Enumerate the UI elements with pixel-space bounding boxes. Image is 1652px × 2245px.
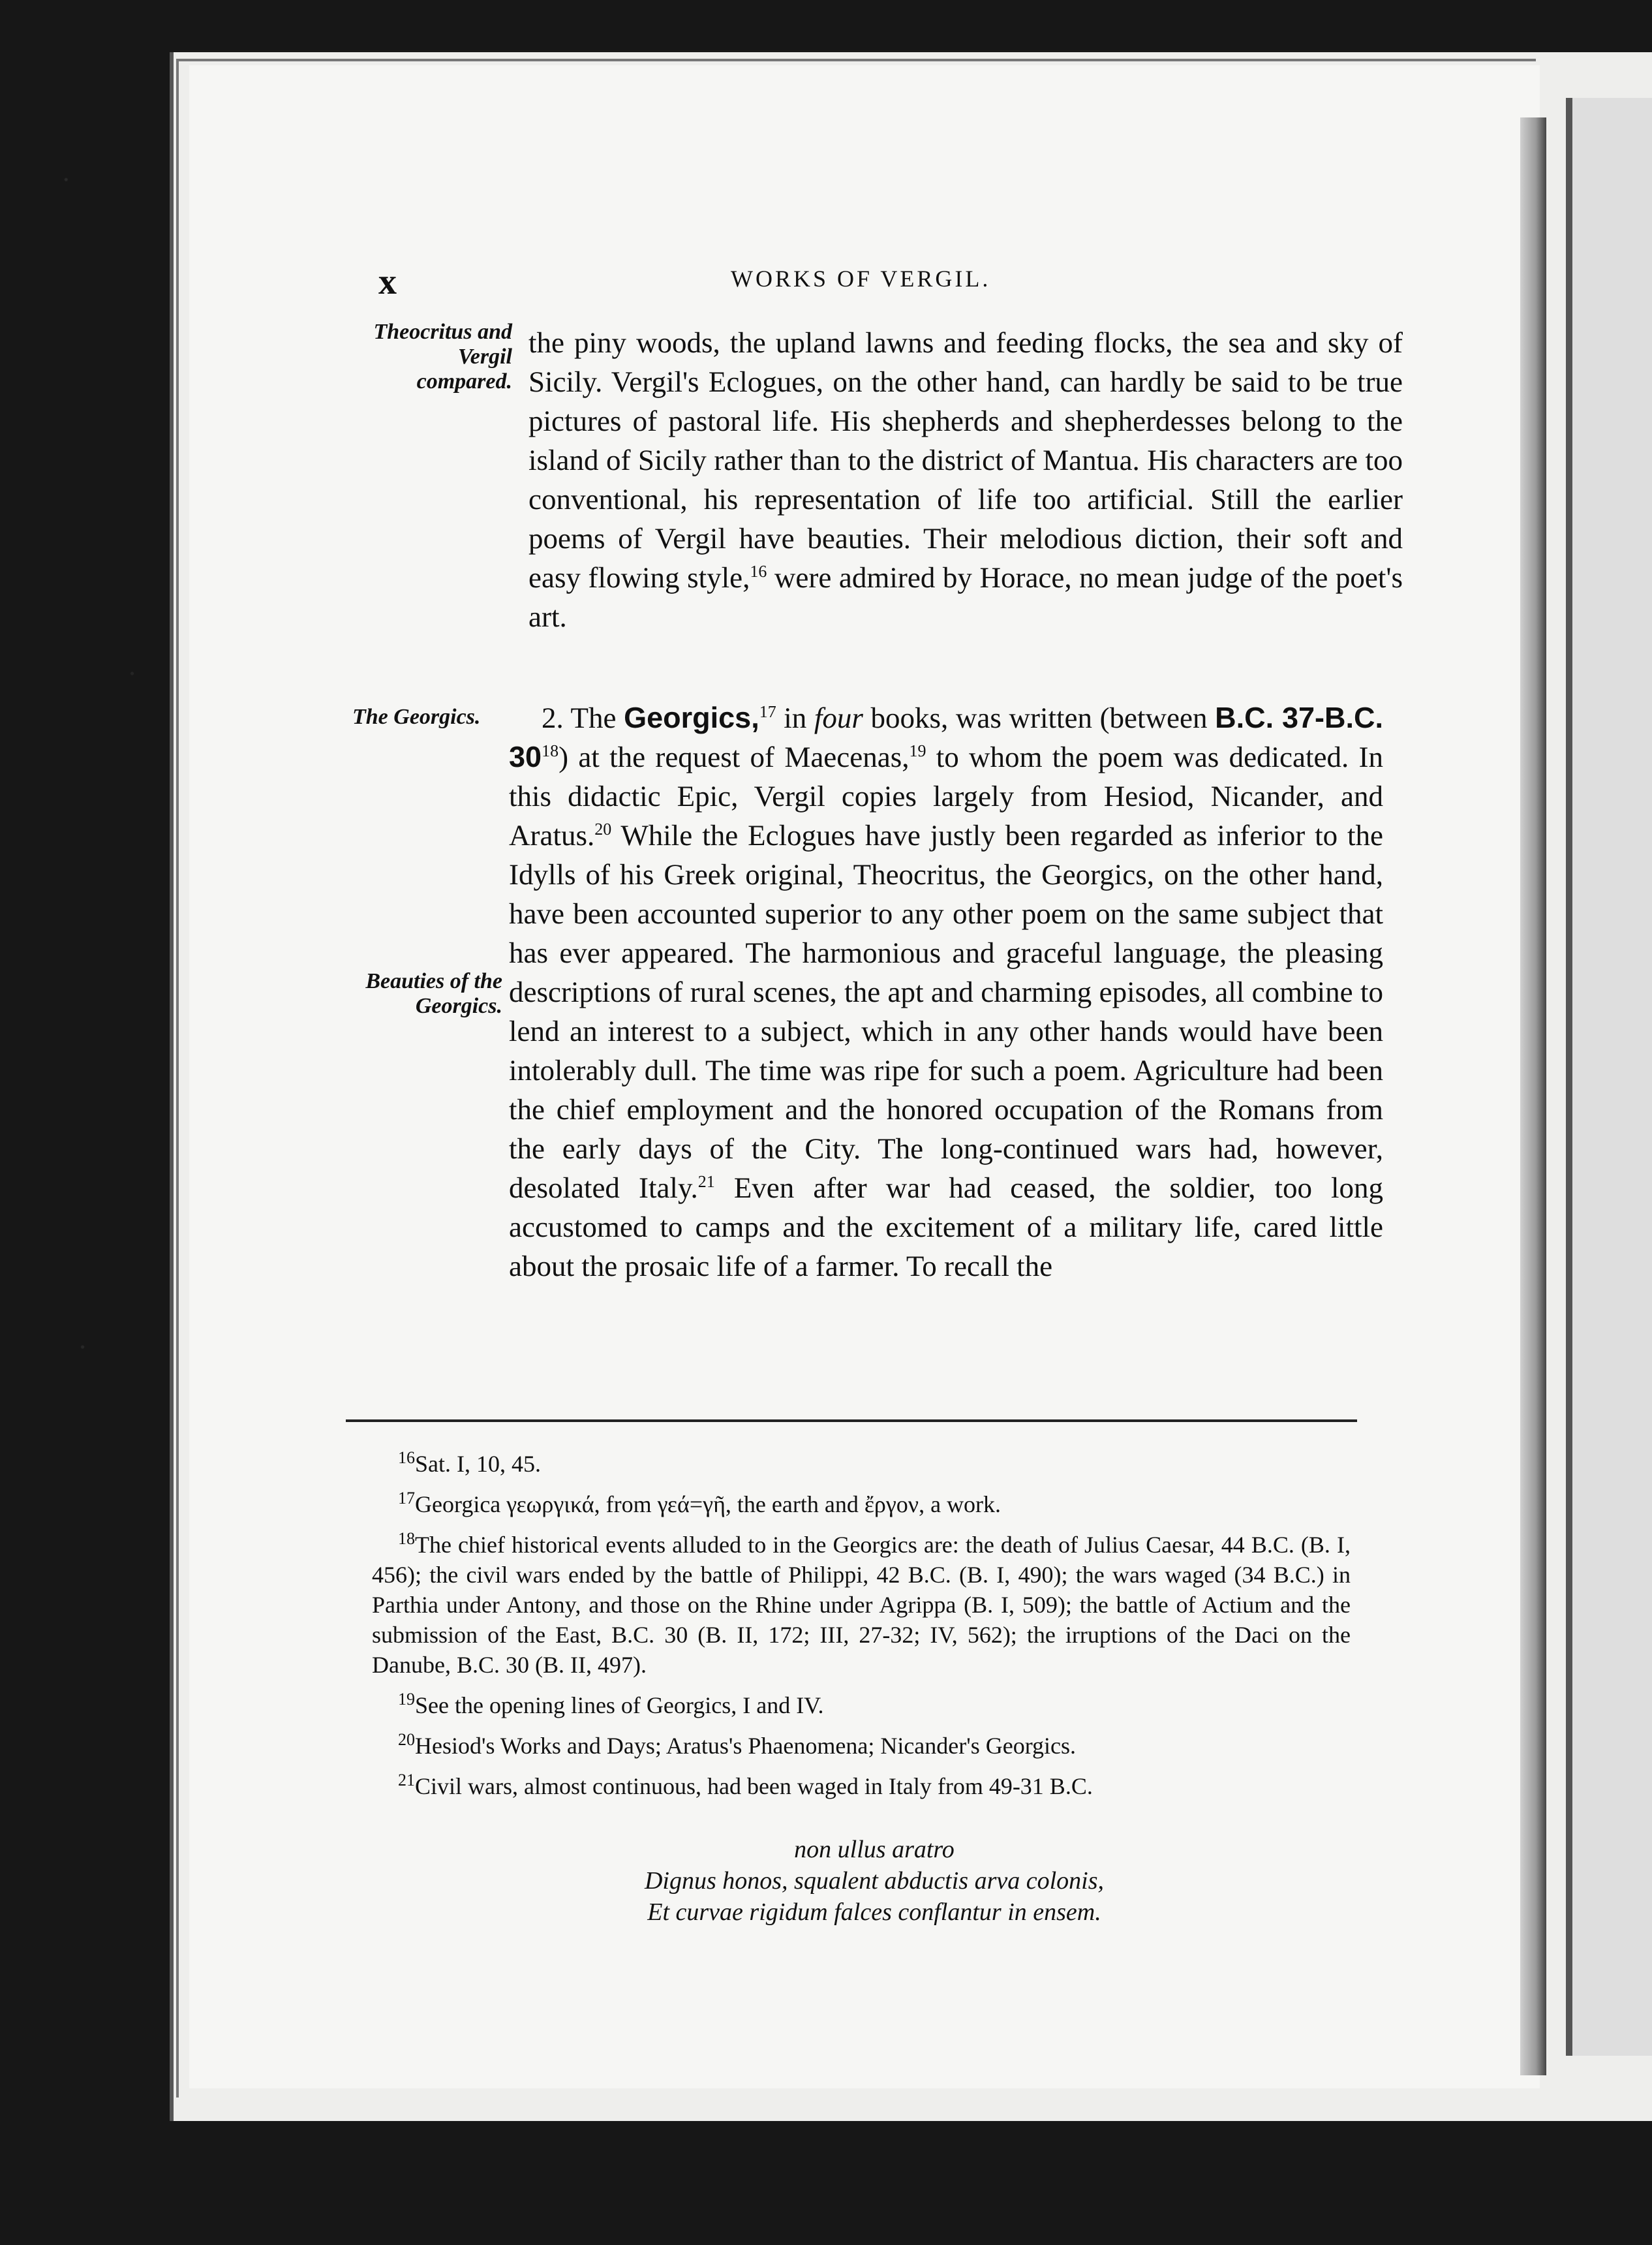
footnote-number: 16 — [398, 1448, 415, 1467]
para1-end: were admired by Horace, no mean judge of the poet's art. — [528, 561, 1403, 633]
footnote-19 — [372, 1690, 1351, 1720]
para2-end: Even after war had ceased, the soldier, too long accustomed to camps and the excitement of a military life, cared little about the prosaic life of a farmer. To recall the — [509, 1171, 1384, 1282]
footnote-text: Sat. I, 10, 45. — [415, 1451, 541, 1477]
footnote-number: 18 — [398, 1529, 415, 1548]
para2-mid4: to whom the poem was dedicated. In this didactic Epic, Vergil copies largely from Hesiod, Nicander, and Aratus. — [509, 741, 1383, 852]
margin-note-compare: Theocritus and Vergil compared. — [373, 320, 512, 394]
para2-mid5: While the Eclogues have justly been regarded as inferior to the Idylls of his Greek original, Theocritus, the Georgics, on the other hand, have been accounted superior to any other poem on the same subject that has ever appeared. The harmonious and graceful language, the pleasing descriptions of rural scenes, the apt and charming episodes, all combine to lend an interest to a subject, which in any other hands would have been intolerably dull. The time was ripe for such a poem. Agriculture had been the chief employment and the honored occupation of the Romans from the early days of the City. The long-continued wars had, however, desolated Italy. — [509, 819, 1383, 1204]
footnote-ref-16[interactable]: 16 — [750, 562, 767, 581]
body-paragraph-2 — [509, 698, 1383, 1286]
quote-line-1: non ullus aratro — [794, 1836, 955, 1863]
para1-text: the piny woods, the upland lawns and feeding flocks, the sea and sky of Sicily. Vergil's Eclogues, on the other hand, can hardly be said to be true pictures of pastoral life. His shepherds and shepherdesses belong to the island of Sicily rather than to the district of Mantua. His characters are too conventional, his representation of life too artificial. Still the earlier poems of Vergil have beauties. Their melodious diction, their soft and easy flowing style, — [528, 326, 1403, 594]
para2-mid3: ) at the request of Maecenas, — [558, 741, 910, 773]
footnote-text: Hesiod's Works and Days; Aratus's Phaenomena; Nicander's Georgics. — [415, 1733, 1077, 1759]
quote-line-3: Et curvae rigidum falces conflantur in ensem. — [647, 1898, 1101, 1926]
footnote-number: 20 — [398, 1730, 415, 1749]
footnote-ref-18[interactable]: 18 — [542, 741, 559, 760]
para2-mid2: books, was written (between — [863, 702, 1216, 734]
footnote-text: See the opening lines of Georgics, I and IV. — [415, 1692, 824, 1718]
footnote-ref-19[interactable]: 19 — [909, 741, 926, 760]
running-title: WORKS OF VERGIL. — [731, 266, 991, 292]
para2-mid1: in — [776, 702, 814, 734]
footnote-rule — [346, 1419, 1357, 1422]
georgics-heading: Georgics, — [624, 701, 759, 734]
footnote-number: 21 — [398, 1771, 415, 1789]
footnote-ref-20[interactable]: 20 — [594, 820, 612, 839]
page-number: x — [378, 262, 397, 302]
footnote-17 — [372, 1489, 1351, 1519]
quote-line-2: Dignus honos, squalent abductis arva colonis, — [644, 1867, 1105, 1895]
running-head — [365, 261, 1488, 313]
latin-quotation — [483, 1834, 1266, 1928]
footnote-ref-17[interactable]: 17 — [759, 702, 776, 721]
footnote-number: 19 — [398, 1690, 415, 1709]
footnote-text: Georgica γεωργικά, from γεά=γῆ, the earth and ἔργον, a work. — [415, 1491, 1002, 1517]
margin-note-georgics: The Georgics. — [352, 705, 481, 729]
footnote-20 — [372, 1731, 1351, 1761]
georgics-dates: B.C. 37-B.C. 30 — [509, 701, 1383, 773]
footnote-18 — [372, 1530, 1351, 1680]
book-gutter-shadow — [1520, 117, 1546, 2075]
footnote-21 — [372, 1771, 1351, 1801]
footnote-16 — [372, 1449, 1351, 1479]
body-paragraph-1 — [528, 323, 1403, 636]
margin-note-beauties: Beauties of the Georgics. — [365, 969, 502, 1018]
para2-start: 2. The — [542, 702, 624, 734]
footnotes — [372, 1449, 1351, 1812]
footnote-text: Civil wars, almost continuous, had been waged in Italy from 49-31 B.C. — [415, 1773, 1093, 1799]
footnote-text: The chief historical events alluded to in the Georgics are: the death of Julius Caesar, 44 B.C. (B. I, 456); the civil wars ended by the battle of Philippi, 42 B.C. (B. I, 490); the wars waged (34 B.C.) in Parthia under Antony, and those on the Rhine under Agrippa (B. I, 509); the battle of Actium and the submission of the East, B.C. 30 (B. II, 172; III, 27-32; IV, 562); the irruptions of the Daci on the Danube, B.C. 30 (B. II, 497). — [372, 1532, 1351, 1678]
para2-italic-four: four — [814, 702, 863, 734]
footnote-number: 17 — [398, 1489, 415, 1508]
facing-page-edge — [1566, 98, 1652, 2056]
footnote-ref-21[interactable]: 21 — [697, 1172, 715, 1191]
